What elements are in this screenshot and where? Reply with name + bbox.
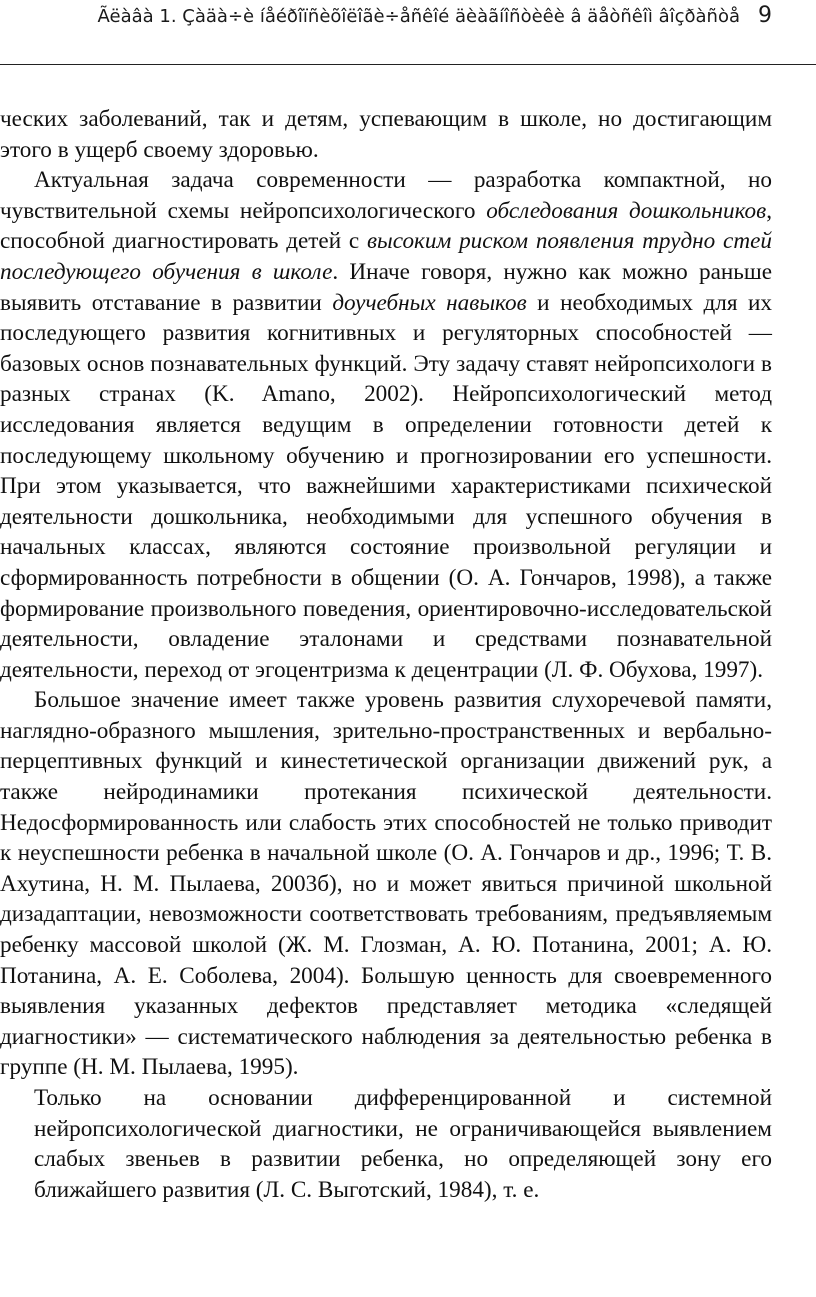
paragraph-text: Большое значение имеет также уровень развития слухоречевой памяти, наглядно-образного мышления, зрительно-пространственных и вербально-перцептивных функций и кинестетической организации движений рук, а также нейродинамики протекания психической деятельности. Недосформированность или слабость этих способностей не только приводит к неуспешности ребенка в начальной школе (О. А. Гончаров и др., 1996; Т. В. Ахутина, Н. М. Пылаева, 2003б), но и может явиться причиной школьной дизадаптации, невозможности соответствовать требованиям, предъявляемым ребенку массовой школой (Ж. М. Глозман, А. Ю. Потанина, 2001; А. Ю. Потанина, А. Е. Соболева, 2004). Большую ценность для своевременного выявления указанных дефектов представляет методика «следящей диагностики» — систематического наблюдения за деятельностью ребенка в группе (Н. М. Пылаева, 1995).	[0, 687, 772, 1081]
paragraph-differentiated-diagnostics	[0, 1083, 772, 1205]
paragraph-text: , способной диагностировать детей с	[0, 197, 772, 255]
page-number: 9	[758, 3, 772, 28]
paragraph-text: и необходимых для их последующего развития когнитивных и регуляторных способностей — базовых основ познавательных функций. Эту задачу ставят нейропсихологи в разных странах (K. Amano, 2002). Нейропсихологический метод исследования является ведущим в определении готовности детей к последующему школьному обучению и прогнозировании его успешности. При этом указывается, что важнейшими характеристиками психической деятельности дошкольника, необходимыми для успешного обучения в начальных классах, являются состояние произвольной регуляции и сформированность потребности в общении (О. А. Гончаров, 1998), а также формирование произвольного поведения, ориентировочно-исследовательской деятельности, овладение эталонами и средствами познавательной деятельности, переход от эгоцентризма к децентрации (Л. Ф. Обухова, 1997).	[0, 289, 773, 683]
paragraph-text: ческих заболеваний, так и детям, успевающим в школе, но достигающим этого в ущерб своему здоровью.	[0, 106, 772, 163]
paragraph-text: Только на основании дифференцированной и системной нейропсихологической диагностики, не ограничивающейся выявлением слабых звеньев в развитии ребенка, но определяющей зону его ближайшего развития (Л. С. Выготский, 1984), т. е.	[34, 1085, 772, 1203]
paragraph-development-factors	[0, 685, 772, 1083]
page-header	[0, 0, 816, 66]
paragraph-text: Актуальная задача современности — разработка компактной, но чувствительной схемы нейропсихологического	[0, 167, 772, 224]
italic-emphasis: доучебных навыков	[332, 289, 527, 316]
italic-emphasis: обследования дошкольников	[486, 197, 767, 224]
paragraph-preschool-screening	[0, 165, 772, 685]
paragraph-text: . Иначе говоря, нужно как можно раньше выявить отставание в развитии	[0, 258, 773, 316]
italic-emphasis: высоким риском появления трудно стей последующего обучения в школе	[0, 228, 772, 285]
page-body	[0, 104, 772, 1205]
header-divider	[0, 64, 816, 65]
running-header-title: Ãëàâà 1. Çàäà÷è íåéðîïñèõîëîãè÷åñêîé äèàãíîñòèêè â äåòñêîì âîçðàñòå	[97, 6, 740, 27]
paragraph-continuation	[0, 104, 772, 165]
